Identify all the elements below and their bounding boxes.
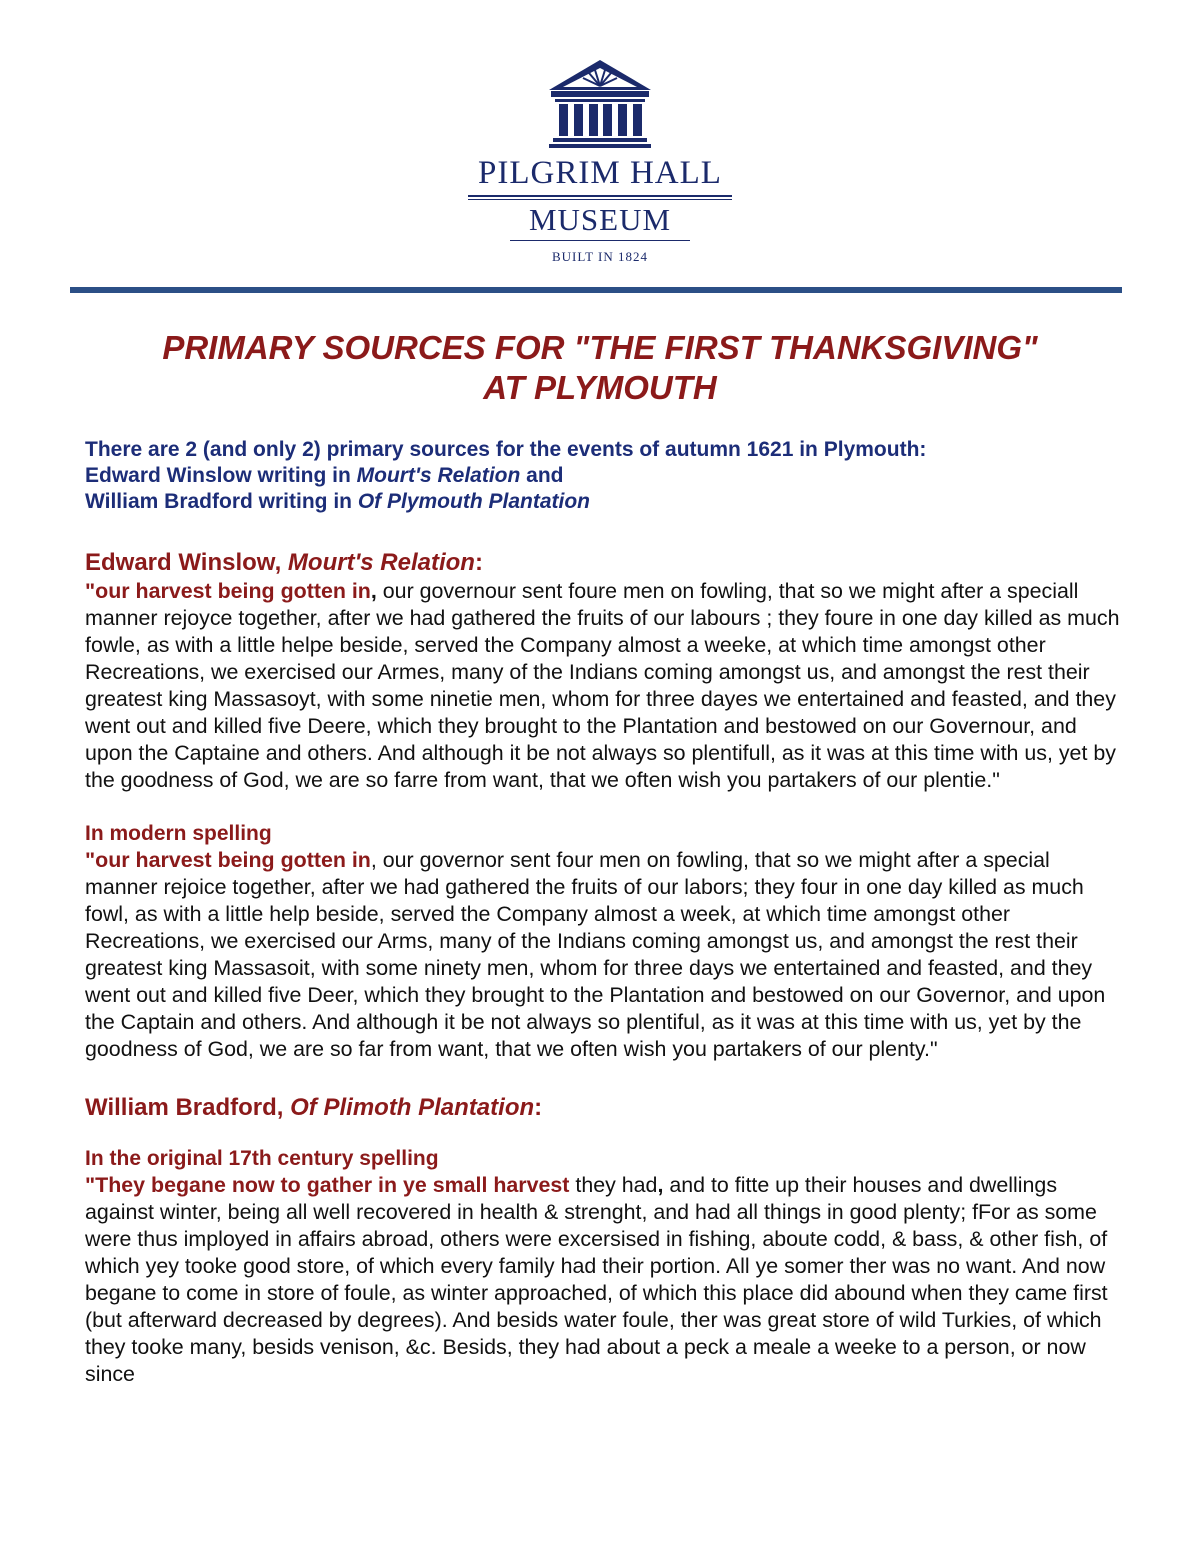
bradford-original-text-a: they had [569,1173,658,1197]
winslow-modern-heading: In modern spelling [85,822,272,845]
museum-logo [450,58,750,273]
logo-built-line: BUILT IN 1824 [551,249,649,264]
logo-name-line: PILGRIM HALL [478,155,722,191]
page-title-line2: AT PLYMOUTH [483,369,717,406]
intro-work-bradford: Of Plymouth Plantation [357,490,590,513]
document-body [85,548,1125,1388]
bradford-original-paragraph [85,1172,1125,1388]
page-title [0,328,1200,408]
intro-line3-text: William Bradford writing in [85,490,358,513]
winslow-modern-paragraph [85,847,1125,1063]
winslow-modern-text: , our governor sent four men on fowling, that so we might after a special manner rejoice together, after we had gathered the fruits of our labors; they four in one day killed as much fowl, as with a little help beside, served the Company almost a week, at which time amongst other Recreations, we exercised our Arms, many of the Indians coming amongst us, and amongst the rest their greatest king Massasoit, with some ninety men, whom for three days we entertained and feasted, and they went out and killed five Deer, which they brought to the Plantation and bestowed on our Governor, and upon the Captain and others. And although it be not always so plentiful, as it was at this time with us, yet by the goodness of God, we are so far from want, that we often wish you partakers of our plenty." [85,848,1106,1061]
intro-line1: There are 2 (and only 2) primary sources for the events of autumn 1621 in Plymouth: [85,438,927,461]
winslow-original-text: our governour sent foure men on fowling, that so we might after a speciall manner rejoyce together, after we had gathered the fruits of our labours ; they foure in one day killed as much fowle, as with a little helpe beside, served the Company almost a weeke, at which time amongst other Recreations, we exercised our Armes, many of the Indians coming amongst us, and amongst the rest their greatest king Massasoyt, with some ninetie men, whom for three dayes we entertained and feasted, and they went out and killed five Deere, which they brought to the Plantation and bestowed on our Governour, and upon the Captaine and others. And although it be not always so plentifull, as it was at this time with us, yet by the goodness of God, we are so farre from want, that we often wish you partakers of our plentie." [85,579,1120,792]
bradford-heading-work: Of Plimoth Plantation [290,1094,535,1121]
winslow-heading-colon: : [474,549,483,576]
intro-block [85,437,1135,515]
logo-museum-line: MUSEUM [528,202,672,237]
winslow-modern-lead: "our harvest being gotten in [85,848,371,872]
bradford-heading [85,1093,1125,1123]
header-divider [70,287,1122,293]
bradford-original-comma: , [657,1173,664,1197]
winslow-heading-name: Edward Winslow, [85,549,288,576]
bradford-original-text-b: and to fitte up their houses and dwellings against winter, being all well recovered in health & strenght, and had all things in good plenty; fFor as some were thus imployed in affairs abroad, others were excersised in fishing, aboute codd, & bass, & other fish, of which yey tooke good store, of which every family had their portion. All ye somer ther was no want. And now begane to come in store of foule, as winter approached, of which this place did abound when they came first (but afterward decreased by degrees). And besids water foule, ther was great store of wild Turkies, of which they tooke many, besids venison, &c. Besids, they had about a peck a meale a weeke to a person, or now since [85,1173,1108,1386]
intro-line3 [85,489,1135,515]
intro-line2-suffix: and [520,464,564,487]
intro-work-winslow: Mourt's Relation [356,464,521,487]
winslow-original-comma: , [370,579,377,603]
bradford-heading-colon: : [534,1094,543,1121]
intro-line2-text: Edward Winslow writing in [85,464,357,487]
logo-divider-small [510,240,690,241]
page-title-line1: PRIMARY SOURCES FOR "THE FIRST THANKSGIVING" [162,329,1038,366]
bradford-original-heading: In the original 17th century spelling [85,1147,439,1170]
winslow-original-lead: "our harvest being gotten in [85,579,371,603]
winslow-heading-work: Mourt's Relation [287,549,475,576]
logo-divider [468,195,732,200]
intro-line2 [85,463,1135,489]
pilgrim-hall-building-icon [545,58,655,148]
bradford-original-lead: "They begane now to gather in ye small harvest [85,1173,570,1197]
bradford-heading-name: William Bradford, [85,1094,291,1121]
winslow-original-paragraph [85,578,1125,794]
winslow-heading [85,548,1125,578]
